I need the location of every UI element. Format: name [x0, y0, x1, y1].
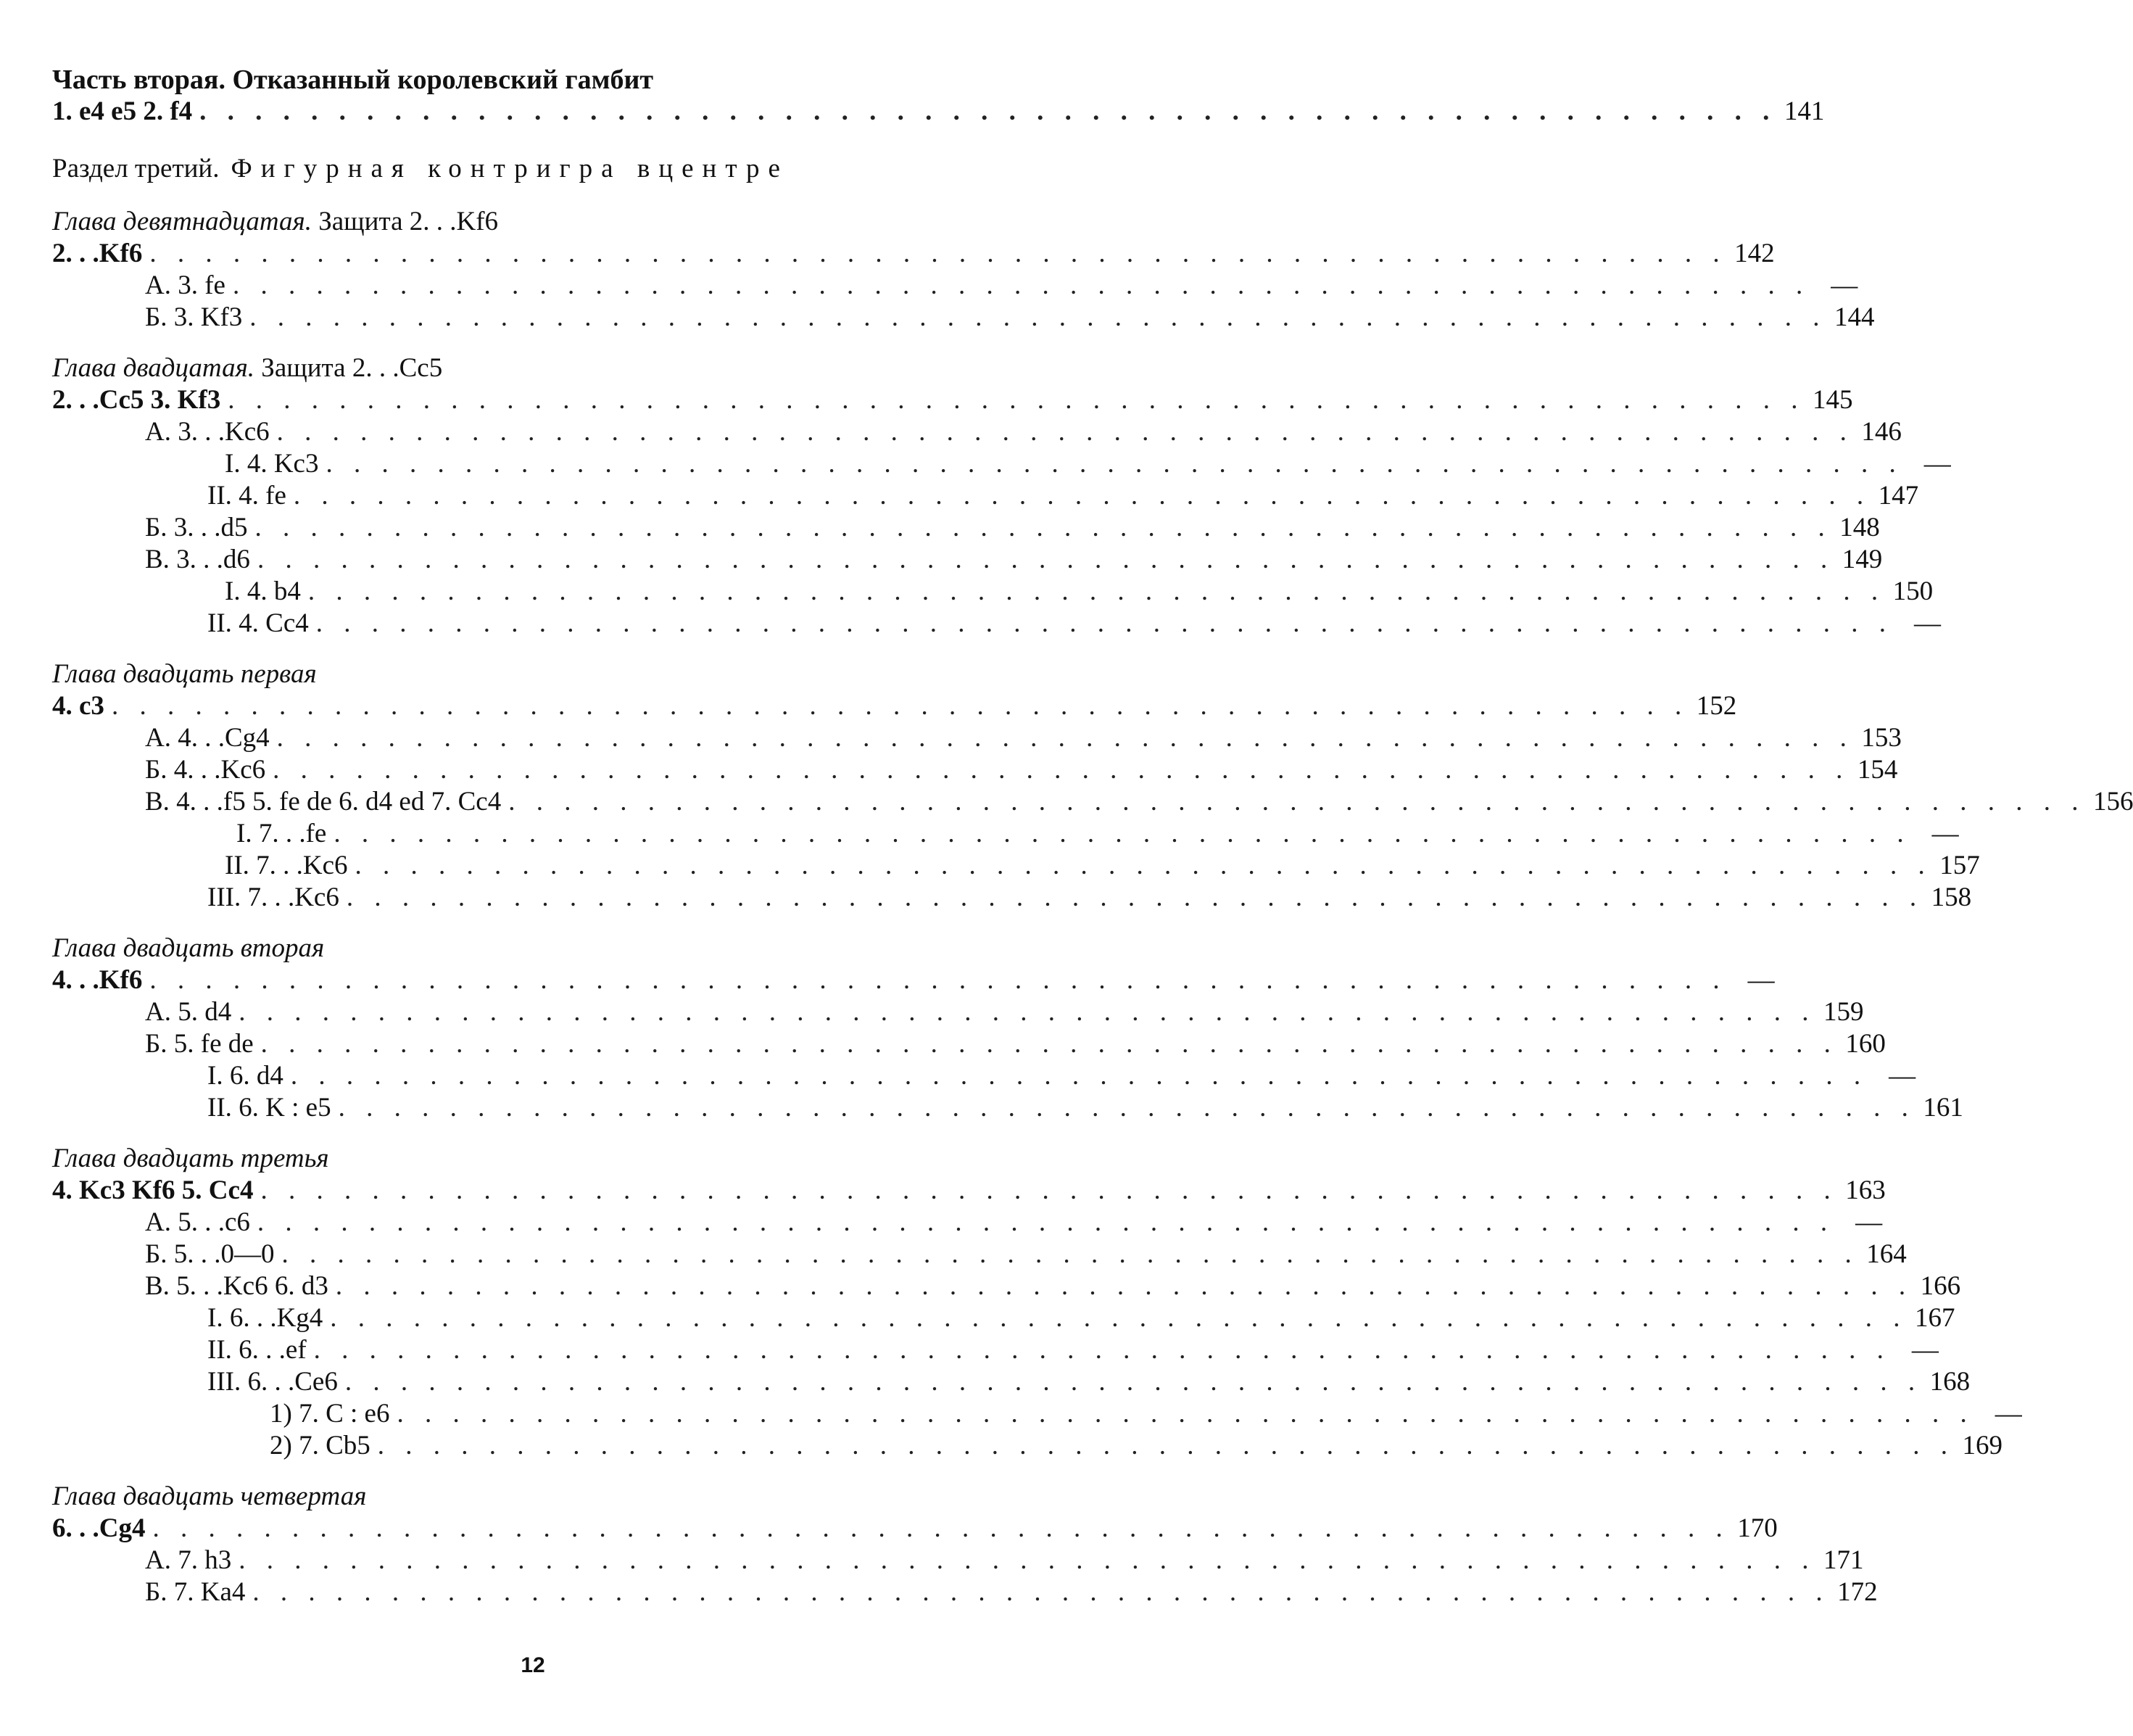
toc-entry — [52, 1430, 2002, 1462]
entry-page: 168 — [1929, 1367, 1971, 1397]
dot-leader: . . . . . . . . . . . . . . . . . . . . . . . . . . . . . . . . . . . . . . . . . . . . . . . . . . . . . . . . . — [313, 1335, 1891, 1365]
entry-page: 157 — [1939, 851, 1980, 880]
entry-text: I. 6. d4 — [207, 1061, 283, 1091]
toc-entry — [52, 1545, 1864, 1576]
toc-entry — [52, 1513, 1778, 1545]
entry-text: 2. . .Kf6 — [52, 239, 143, 268]
entry-page: 147 — [1878, 481, 1919, 511]
dot-leader: . . . . . . . . . . . . . . . . . . . . . . . . . . . . . . . . . . . . . . . . . . . . . . . . . . . . . . . . . — [276, 417, 1854, 447]
entry-text: 1) 7. C : e6 — [270, 1399, 390, 1429]
entry-page: 163 — [1845, 1175, 1886, 1205]
part-title: Часть вторая. Отказанный королевский гамбит — [52, 65, 654, 95]
toc-entry — [52, 1092, 1963, 1124]
entry-text: I. 4. b4 — [225, 576, 301, 606]
dot-leader: . . . . . . . . . . . . . . . . . . . . . . . . . . . . . . . . . . . . . . . . . . . . . . . . . . . . . . . . . — [111, 691, 1689, 721]
entry-text: I. 4. Kc3 — [225, 449, 319, 479]
entry-text: Б. 3. Kf3 — [145, 302, 243, 332]
entry-page: 156 — [2092, 787, 2133, 817]
entry-text: А. 4. . .Cg4 — [145, 723, 270, 753]
dot-leader: . . . . . . . . . . . . . . . . . . . . . . . . . . . . . . . . . . . . . . . . . . . . . . . . . . . . . . . . . — [273, 755, 1850, 785]
toc-entry — [52, 1334, 1939, 1366]
entry-page: 149 — [1842, 545, 1883, 574]
dot-leader: . . . . . . . . . . . . . . . . . . . . . . . . . . . . . . . . . . . . . . . . . . . . . . . . . . . . . . . . . — [338, 1093, 1915, 1123]
entry-text: II. 4. fe — [207, 481, 286, 511]
entry-page: 160 — [1845, 1029, 1886, 1059]
toc-entry — [52, 96, 1825, 128]
chapter-italic: Глава двадцатая. — [52, 353, 255, 383]
entry-text: II. 7. . .Kc6 — [225, 851, 348, 880]
entry-text: III. 7. . .Kc6 — [207, 883, 339, 912]
entry-text: В. 4. . .f5 5. fe de 6. d4 ed 7. Cc4 — [145, 787, 502, 817]
toc-entry — [52, 576, 1934, 608]
entry-text: 1. e4 e5 2. f4 — [52, 96, 193, 126]
toc-entry — [52, 1366, 1971, 1398]
entry-page: — — [1831, 270, 1858, 300]
entry-text: II. 4. Cc4 — [207, 608, 309, 638]
chapter-title — [52, 1143, 1016, 1175]
entry-text: 4. Kc3 Kf6 5. Cc4 — [52, 1175, 254, 1205]
dot-leader: . . . . . . . . . . . . . . . . . . . . . . . . . . . . . . . . . . . . . . . . . . . . . . . . . . . . . . . . . — [232, 270, 1810, 300]
dot-leader: . . . . . . . . . . . . . . . . . . . . . . . . . . . . . . . . . . . . . . . . . . . . . . . . . . . . . . . . . — [239, 1545, 1816, 1575]
dot-leader: . . . . . . . . . . . . . . . . . . . . . . . . . . . . . . . . . . . . . . . . . . . . . . . . . . . . . . . . . — [249, 302, 1827, 332]
dot-leader: . . . . . . . . . . . . . . . . . . . . . . . . . . . . . . . . . . . . . . . . . . . . . . . . . . . . . . . . . — [355, 851, 1932, 880]
entry-page: 148 — [1839, 513, 1880, 542]
chapter-title — [52, 352, 1016, 384]
dot-leader: . . . . . . . . . . . . . . . . . . . . . . . . . . . . . . . . . . . . . . . . . . . . . . . . . . . . . . . . . — [152, 1513, 1730, 1543]
entry-page: — — [1995, 1399, 2022, 1429]
entry-text: 4. . .Kf6 — [52, 965, 143, 995]
entry-page: — — [1911, 1335, 1939, 1365]
dot-leader: . . . . . . . . . . . . . . . . . . . . . . . . . . . . . . . . . . . . . . . . . . . . . . . . . . . . . . . . . — [290, 1061, 1868, 1091]
dot-leader: . . . . . . . . . . . . . . . . . . . . . . . . . . . . . . . . . . . . . . . . . . . . . . . . . . . . . . . . . — [257, 545, 1835, 574]
chapter-title — [52, 658, 1016, 690]
entry-page: — — [1889, 1061, 1916, 1091]
toc-entry — [52, 512, 1880, 544]
toc-entry — [52, 238, 1775, 270]
entry-page: 154 — [1857, 755, 1898, 785]
entry-text: II. 6. . .ef — [207, 1335, 307, 1365]
dot-leader: . . . . . . . . . . . . . . . . . . . . . . . . . . . . . . . . . . . . . . . . . . . . . . . . . . . . . . . . . — [228, 385, 1805, 415]
toc-entry — [52, 818, 1959, 850]
entry-page: — — [1747, 965, 1775, 995]
entry-text: В. 5. . .Kc6 6. d3 — [145, 1271, 328, 1301]
entry-page: 170 — [1737, 1513, 1778, 1543]
section-label: Раздел третий. — [52, 154, 220, 183]
dot-leader: . . . . . . . . . . . . . . . . . . . . . . . . . . . . . . . . . . . . . . . . . . . . . . . . . . . . . . . . . — [281, 1239, 1859, 1269]
dot-leader: . . . . . . . . . . . . . . . . . . . . . . . . . . . . . . . . . . . . . . . . . . . . . . . . . . . . . . . . . — [276, 723, 1854, 753]
entry-text: 2. . .Cc5 3. Kf3 — [52, 385, 221, 415]
entry-page: 144 — [1834, 302, 1875, 332]
entry-page: 161 — [1923, 1093, 1963, 1123]
entry-text: А. 3. . .Kc6 — [145, 417, 270, 447]
entry-text: III. 6. . .Ce6 — [207, 1367, 338, 1397]
toc-entry — [52, 1060, 1916, 1092]
chapter-italic: Глава двадцать четвертая — [52, 1481, 367, 1511]
toc-entry — [52, 754, 1898, 786]
toc-entry — [52, 850, 1980, 882]
dot-leader: . . . . . . . . . . . . . . . . . . . . . . . . . . . . . . . . . . . . . . . . . . . . . . . . . . . . . . . . . — [254, 513, 1832, 542]
toc-entry — [52, 1302, 1955, 1334]
toc-entry — [52, 996, 1864, 1028]
dot-leader: . . . . . . . . . . . . . . . . . . . . . . . . . . . . . . . . . . . . . . . . . . . . . . . . . . . . . . . . . — [260, 1029, 1838, 1059]
toc-entry — [52, 384, 1853, 416]
entry-page: 159 — [1823, 997, 1864, 1027]
toc-entry — [52, 416, 1902, 448]
toc-entry — [52, 1398, 2022, 1430]
dot-leader: . . . . . . . . . . . . . . . . . . . . . . . . . . . . . . . . . . . . . . . . . . . . . . . . . . . . . . . . . — [508, 787, 2086, 817]
entry-text: Б. 3. . .d5 — [145, 513, 248, 542]
toc-entry — [52, 544, 1883, 576]
entry-text: А. 3. fe — [145, 270, 225, 300]
entry-page: 153 — [1861, 723, 1902, 753]
entry-text: 6. . .Cg4 — [52, 1513, 146, 1543]
toc-entry — [52, 1576, 1878, 1608]
chapter-italic: Глава двадцать первая — [52, 659, 317, 689]
entry-text: I. 6. . .Kg4 — [207, 1303, 323, 1333]
entry-page: 145 — [1813, 385, 1853, 415]
toc-entry — [52, 690, 1737, 722]
dot-leader: . . . . . . . . . . . . . . . . . . . . . . . . . . . . . . . . . . . . . . . . . . . . . . . . . . . . . . . . . — [335, 1271, 1913, 1301]
entry-text: Б. 4. . .Kc6 — [145, 755, 266, 785]
entry-page: 172 — [1837, 1577, 1878, 1607]
entry-page: — — [1923, 449, 1951, 479]
entry-page: 166 — [1920, 1271, 1961, 1301]
toc-entry — [52, 1270, 1961, 1302]
dot-leader: . . . . . . . . . . . . . . . . . . . . . . . . . . . . . . . . . . . . . . . . . . . . . . . . . . . . . . . . . — [315, 608, 1893, 638]
entry-page: 141 — [1784, 96, 1825, 126]
dot-leader: . . . . . . . . . . . . . . . . . . . . . . . . . . . . . . . . . . . . . . . . . . . . . . . . . . . . . . . . . — [377, 1431, 1955, 1460]
entry-text: II. 6. K : e5 — [207, 1093, 331, 1123]
toc-entry — [52, 608, 1941, 640]
chapter-rest: Защита 2. . .Kf6 — [318, 207, 499, 236]
entry-page: 146 — [1861, 417, 1902, 447]
entry-page: 158 — [1931, 883, 1972, 912]
entry-text: А. 5. . .c6 — [145, 1207, 250, 1237]
chapter-title — [52, 1481, 1016, 1513]
dot-leader: . . . . . . . . . . . . . . . . . . . . . . . . . . . . . . . . . . . . . . . . . . . . . . . . . . . . . . . . . — [257, 1207, 1835, 1237]
toc-entry — [52, 882, 1972, 914]
entry-page: 150 — [1892, 576, 1934, 606]
toc-entry — [52, 480, 1919, 512]
entry-text: А. 5. d4 — [145, 997, 232, 1027]
dot-leader: . . . . . . . . . . . . . . . . . . . . . . . . . . . . . . . . . . . . . . . . . . . . . . . . . . . . . . . . . — [199, 96, 1777, 126]
chapter-rest: Защита 2. . .Cc5 — [261, 353, 443, 383]
dot-leader: . . . . . . . . . . . . . . . . . . . . . . . . . . . . . . . . . . . . . . . . . . . . . . . . . . . . . . . . . — [239, 997, 1816, 1027]
entry-text: Б. 7. Ka4 — [145, 1577, 246, 1607]
chapter-italic: Глава двадцать третья — [52, 1144, 329, 1173]
chapter-title — [52, 206, 1016, 238]
entry-text: А. 7. h3 — [145, 1545, 232, 1575]
entry-text: Б. 5. . .0—0 — [145, 1239, 275, 1269]
toc-entry — [52, 1175, 1886, 1207]
entry-page: — — [1914, 608, 1941, 638]
dot-leader: . . . . . . . . . . . . . . . . . . . . . . . . . . . . . . . . . . . . . . . . . . . . . . . . . . . . . . . . . — [149, 965, 1727, 995]
entry-page: 169 — [1962, 1431, 2002, 1460]
dot-leader: . . . . . . . . . . . . . . . . . . . . . . . . . . . . . . . . . . . . . . . . . . . . . . . . . . . . . . . . . — [397, 1399, 1974, 1429]
chapter-title — [52, 933, 1016, 964]
dot-leader: . . . . . . . . . . . . . . . . . . . . . . . . . . . . . . . . . . . . . . . . . . . . . . . . . . . . . . . . . — [260, 1175, 1838, 1205]
dot-leader: . . . . . . . . . . . . . . . . . . . . . . . . . . . . . . . . . . . . . . . . . . . . . . . . . . . . . . . . . — [252, 1577, 1830, 1607]
toc-entry — [52, 722, 1902, 754]
entry-page: 167 — [1915, 1303, 1955, 1333]
entry-text: 4. c3 — [52, 691, 104, 721]
toc-entry — [52, 964, 1775, 996]
dot-leader: . . . . . . . . . . . . . . . . . . . . . . . . . . . . . . . . . . . . . . . . . . . . . . . . . . . . . . . . . — [149, 239, 1727, 268]
dot-leader: . . . . . . . . . . . . . . . . . . . . . . . . . . . . . . . . . . . . . . . . . . . . . . . . . . . . . . . . . — [344, 1367, 1923, 1397]
dot-leader: . . . . . . . . . . . . . . . . . . . . . . . . . . . . . . . . . . . . . . . . . . . . . . . . . . . . . . . . . — [307, 576, 1886, 606]
toc-entry — [52, 270, 1858, 302]
entry-text: Б. 5. fe de — [145, 1029, 254, 1059]
entry-text: В. 3. . .d6 — [145, 545, 250, 574]
entry-text: 2) 7. Cb5 — [270, 1431, 370, 1460]
entry-page: — — [1931, 819, 1959, 848]
toc-entry — [52, 448, 1951, 480]
section-title — [52, 151, 1016, 187]
dot-leader: . . . . . . . . . . . . . . . . . . . . . . . . . . . . . . . . . . . . . . . . . . . . . . . . . . . . . . . . . — [293, 481, 1871, 511]
page-number: 12 — [521, 1653, 545, 1677]
toc-entry — [52, 1028, 1886, 1060]
section-name: Фигурная контригра вцентре — [231, 154, 789, 183]
toc-entry — [52, 1207, 1883, 1239]
toc-page — [52, 64, 2133, 1608]
entry-page: 142 — [1734, 239, 1775, 268]
dot-leader: . . . . . . . . . . . . . . . . . . . . . . . . . . . . . . . . . . . . . . . . . . . . . . . . . . . . . . . . . — [334, 819, 1911, 848]
dot-leader: . . . . . . . . . . . . . . . . . . . . . . . . . . . . . . . . . . . . . . . . . . . . . . . . . . . . . . . . . — [330, 1303, 1908, 1333]
entry-page: 164 — [1866, 1239, 1907, 1269]
entry-page: 171 — [1823, 1545, 1864, 1575]
entry-page: 152 — [1696, 691, 1737, 721]
toc-entry — [52, 302, 1875, 334]
toc-entry — [52, 786, 2133, 818]
entry-text: I. 7. . .fe — [236, 819, 327, 848]
dot-leader: . . . . . . . . . . . . . . . . . . . . . . . . . . . . . . . . . . . . . . . . . . . . . . . . . . . . . . . . . — [346, 883, 1924, 912]
chapter-italic: Глава двадцать вторая — [52, 933, 325, 963]
dot-leader: . . . . . . . . . . . . . . . . . . . . . . . . . . . . . . . . . . . . . . . . . . . . . . . . . . . . . . . . . — [326, 449, 1903, 479]
toc-entry — [52, 1239, 1907, 1270]
entry-page: — — [1855, 1207, 1883, 1237]
chapter-italic: Глава девятнадцатая. — [52, 207, 312, 236]
